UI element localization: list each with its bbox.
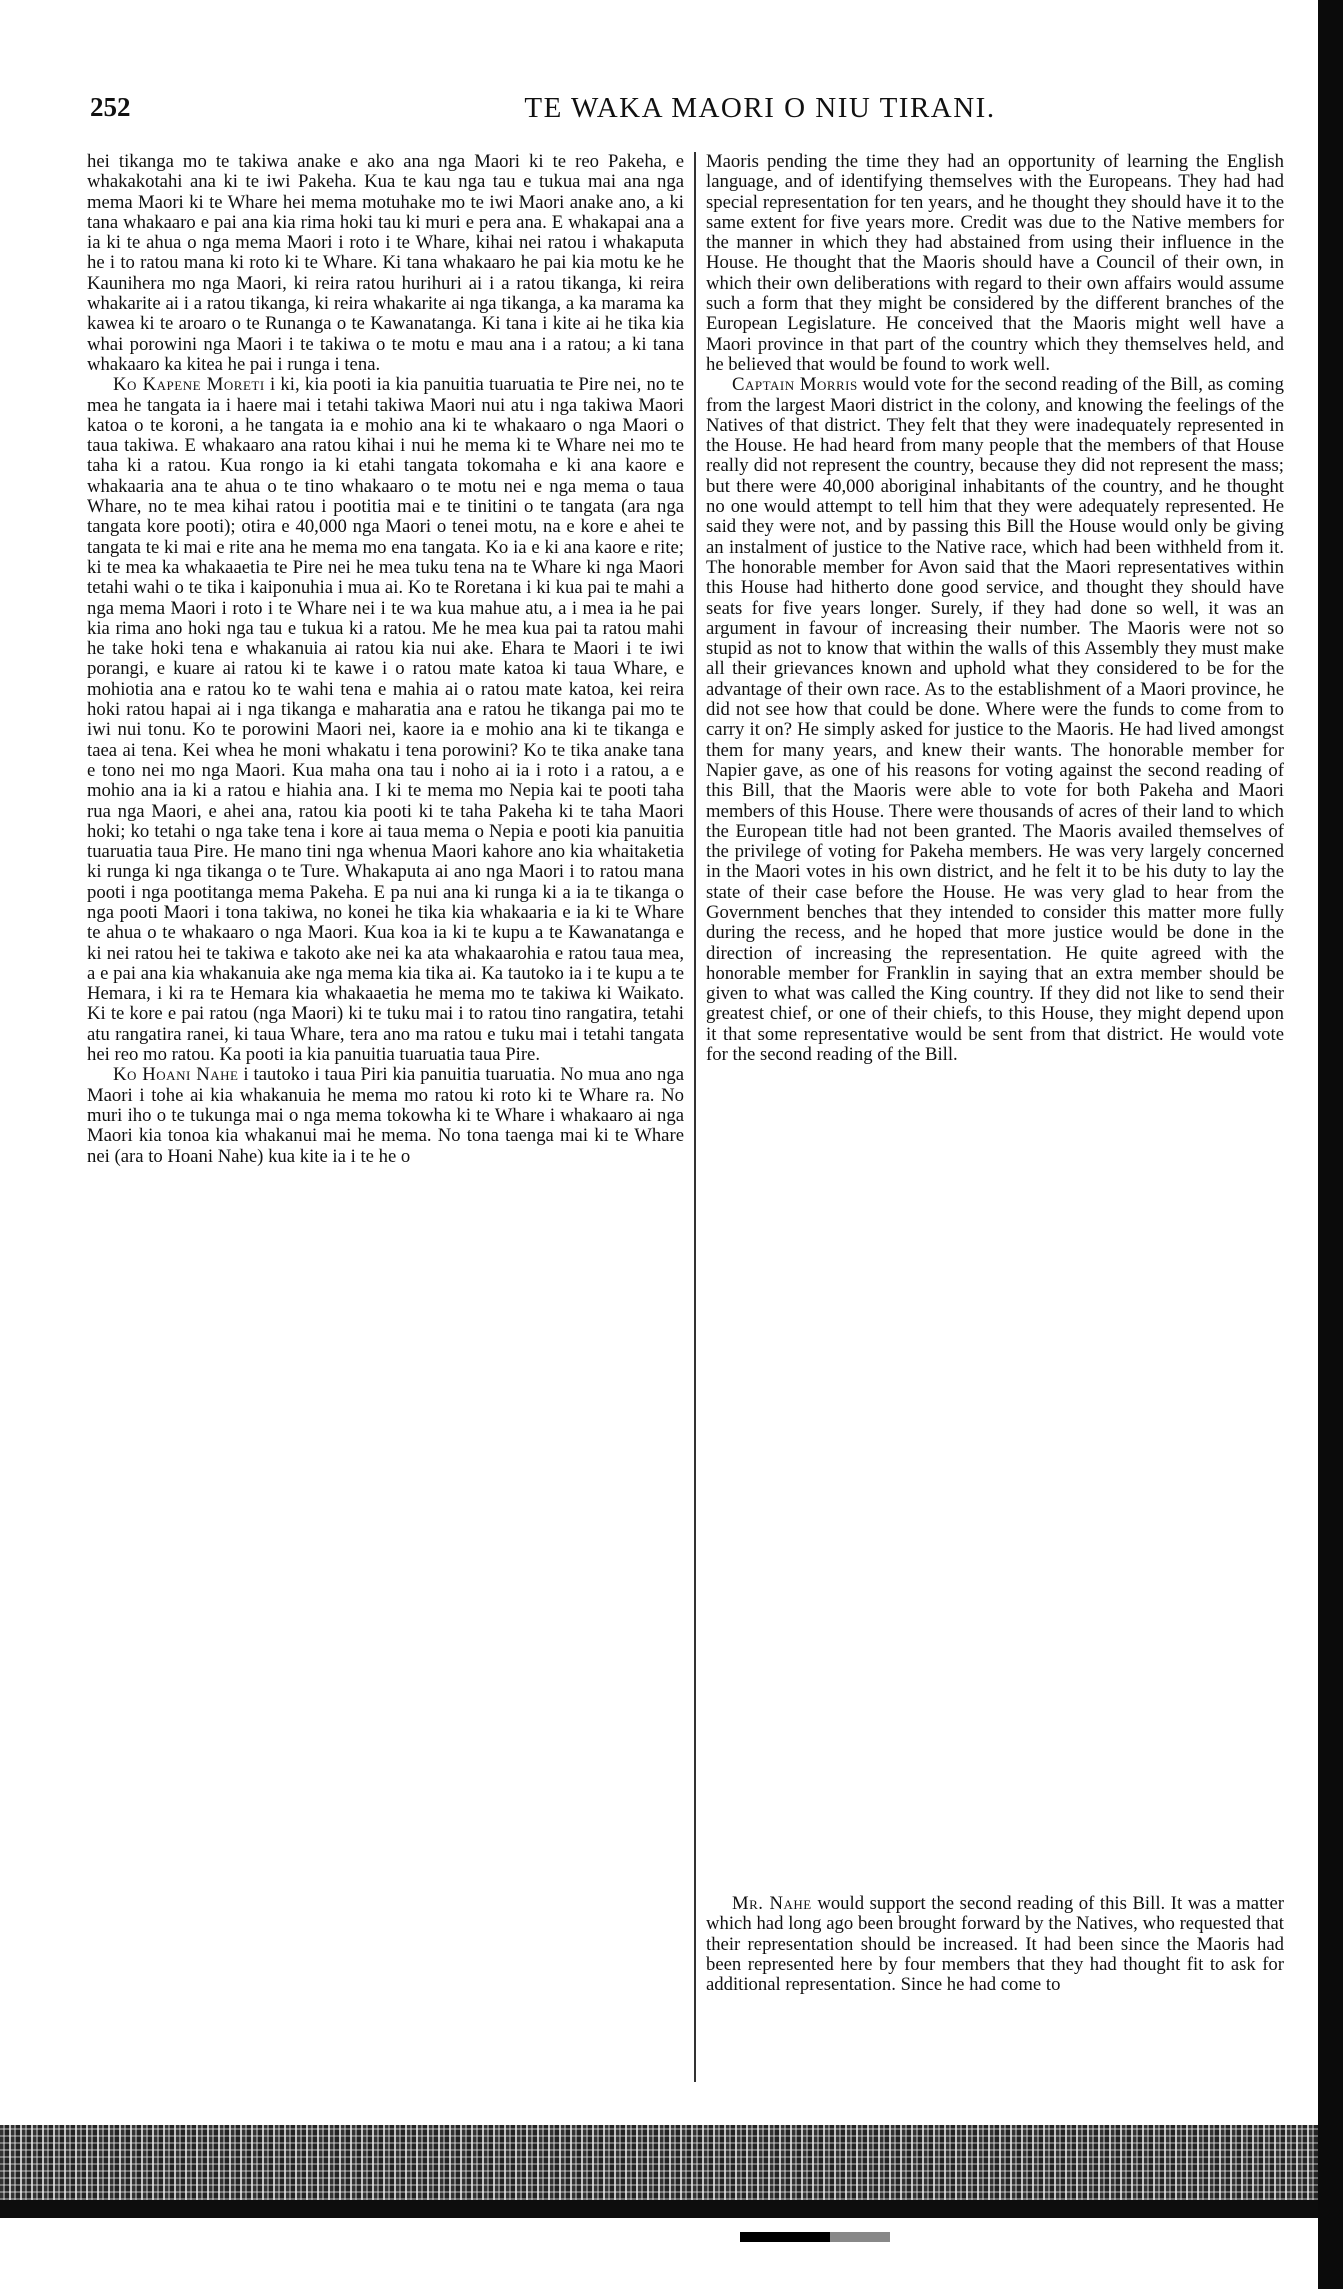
speaker-name: Ko Kapene Moreti <box>113 374 265 396</box>
paragraph-text: i ki, kia pooti ia kia panuitia tuaruatia te Pire nei, no te mea he tangata ia i haere mai i tetahi takiwa Maori nui atu i nga takiwa Maori katoa o te koroni, a he tangata ia e mohio ana ki te whakaaro o nga Maori o taua takiwa. E whakaaro ana ratou kihai i nui he mema ki te Whare nei mo te taha ki a ratou. Kua rongo ia ki etahi tangata tokomaha e ki ana kaore e whakaaria ana te ahua o te tino whakaaro o te motu nei e nga mema o taua Whare, no te mea kihai ratou i pootitia mai e te tinitini o te tangata (ara nga tangata kore pooti); otira e 40,000 nga Maori o tenei motu, na e kore e ahei te tangata te ki mai e rite ana he mema mo ena tangata. Ko ia e ki ana kaore e rite; ki te mea ka whakaaetia te Pire nei he mea tuku tena na te Whare ki nga Maori tetahi wahi o te tika i kaiponuhia i mua ai. Ko te Roretana i ki kua pai te mahi a nga mema Maori i roto i te Whare nei i te wa kua mahue atu, a i mea ia he pai kia rima ano hoki nga tau e tukua ki a ratou. Me he mea kua pai ta ratou mahi he take hoki tena e whakanuia ai ratou kia nui ake. Ehara te Maori i te iwi porangi, e kuare ai ratou ki te kawe i o ratou mate katoa ki taua Whare, e mohiotia ana e ratou ko te wahi tena e mahia ai o ratou mate katoa, kei reira hoki ratou hapai ai i nga tikanga e maharatia ana e ratou he tikanga pai mo te iwi nui tonu. Ko te porowini Maori nei, kaore ia e mohio ana ki te tikanga e taea ai tena. Kei whea he moni whakatu i tena porowini? Ko te tika anake tana e tono nei mo nga Maori. Kua maha ona tau i noho ai ia i roto i a ratou, a e mohio ana ia ki a ratou e hiahia ana. I ki te mema mo Nepia kai te pooti taha rua nga Maori, e ahei ana, ratou kia pooti ki te taha Pakeha ki te taha Maori hoki; ko tetahi o nga take tena i kore ai taua mema o Nepia e pooti kia panuitia tuaruatia taua Pire. He mano tini nga whenua Maori kahore ano kia whaitaketia ki runga ki nga tikanga o te Ture. Whakaputa ai ano nga Maori i to ratou mana pooti i nga pootitanga mema Pakeha. E pa nui ana ki runga ki a ia te tikanga o nga pooti Maori i tona takiwa, no konei he tika kia whakaaria e ia ki te Whare te ahua o te whakaaro o nga Maori. Kua koa ia ki te kupu a te Kawanatanga e ki nei ratou hei te takiwa e takoto ake nei ka ata whakaarohia e ratou taua mea, a e pai ana kia whakanuia ake nga mema kia tika ai. Ka tautoko ia i te kupu a te Hemara, i ki ra te Hemara kia whakaaetia he mema mo te takiwa ki Waikato. Ki te kore e pai ratou (nga Maori) ki te tuku mai i to ratou tino rangatira, tetahi atu rangatira ranei, ki taua Whare, tera ano ma ratou e tuku mai i tetahi tangata hei reo mo ratou. Ka pooti ia kia panuitia tuaruatia taua Pire. <box>87 374 685 1066</box>
running-title: TE WAKA MAORI O NIU TIRANI. <box>524 92 996 124</box>
paragraph-text: would support the second reading of this Bill. It was a matter which had long ago been brought forward by the Natives, who requested that their representation should be increased. It had been since the Maoris had been represented here by four members that they had thought fit to ask for additional representation. Since he had come to <box>706 1893 1284 1996</box>
page-header <box>90 92 1280 132</box>
right-paragraph-1: Maoris pending the time they had an opportunity of learning the English language, and of identifying themselves with the Europeans. They had had special representation for ten years, and he thought they should have it to the same extent for five years more. Credit was due to the Native members for the manner in which they had abstained from using their influence in the House. He thought that the Maoris should have a Council of their own, in which their own deliberations with regard to their own affairs would assume such a form that they might be considered by the different branches of the European Legislature. He conceived that the Maoris might well have a Maori province in that part of the country which they themselves held, and he believed that would be found to work well. <box>706 151 1284 375</box>
right-paragraph-2 <box>706 375 1284 1065</box>
speaker-name: Ko Hoani Nahe <box>113 1064 239 1086</box>
scan-right-edge <box>1318 0 1343 2289</box>
scan-bottom-mark <box>740 2232 890 2242</box>
speaker-name: Mr. Nahe <box>732 1893 812 1914</box>
paragraph-text: would vote for the second reading of the Bill, as coming from the largest Maori district in the colony, and knowing the feelings of the Natives of that district. They felt that they were inadequately represented in the House. He had heard from many people that the members of that House really did not represent the country, because they did not represent the mass; but there were 40,000 aboriginal inhabitants of the country, and he thought no one would attempt to tell him that they were adequately represented. He said they were not, and by passing this Bill the House would only be giving an instalment of justice to the Native race, which had been withheld from it. The honorable member for Avon said that the Maori representatives within this House had hitherto done good service, and thought they should have seats for five years longer. Surely, if they had done so well, it was an argument in favour of increasing their number. The Maoris were not so stupid as not to know that within the walls of this Assembly they must make all their grievances known and uphold what they considered to be for the advantage of their own race. As to the establishment of a Maori province, he did not see how that could be done. Where were the funds to come from to carry it on? He simply asked for justice to the Maoris. He had lived amongst them for many years, and knew their wants. The honorable member for Napier gave, as one of his reasons for voting against the second reading of this Bill, that the Maoris were able to vote for both Pakeha and Maori members of this House. There were thousands of acres of their land to which the European title had not been granted. The Maoris availed themselves of the privilege of voting for Pakeha members. He was very largely concerned in the Maori votes in his own district, and he felt it to be his duty to lay the state of their case before the House. He was very glad to hear from the Government benches that they intended to consider this matter more fully during the recess, and he hoped that more justice would be done in the direction of increasing the representation. He quite agreed with the honorable member for Franklin in saying that an extra member should be given to what was called the King country. If they did not like to send their greatest chief, or one of their chiefs, to this House, they might depend upon it that some representative would be sent from that district. He would vote for the second reading of the Bill. <box>706 374 1284 1066</box>
right-column-lower <box>706 1894 1284 2084</box>
paragraph-text: i tautoko i taua Piri kia panuitia tuaruatia. No mua ano nga Maori i tohe ai kia whakanuia he mema mo ratou ki roto ki te Whare ra. No muri iho o te tukunga mai o nga mema tokowha ki te Whare i whakaaro ai nga Maori kia tonoa kia whakanui mai he mema. No tona taenga mai ki te Whare nei (ara to Hoani Nahe) kua kite ia i te he o <box>87 1064 684 1167</box>
scan-bottom-strip <box>0 2200 1318 2218</box>
left-paragraph-2 <box>87 375 684 1065</box>
right-paragraph-3 <box>706 1894 1284 1995</box>
speaker-name: Captain Morris <box>732 374 858 396</box>
left-paragraph-3 <box>87 1065 684 1166</box>
right-column-english-text <box>706 152 1284 1897</box>
left-column-maori-text <box>87 152 684 1897</box>
scan-noise-band <box>0 2125 1318 2200</box>
page-number: 252 <box>90 92 131 122</box>
left-paragraph-1: hei tikanga mo te takiwa anake e ako ana nga Maori ki te reo Pakeha, e whakakotahi ana ki te iwi Pakeha. Kua te kau nga tau e tukua mai ana nga mema Maori ki te Whare hei mema motuhake mo te iwi Maori anake ano, a ki tana whakaaro e pai ana kia rima hoki tau ki muri e pera ana. E whakapai ana a ia ki te ahua o nga mema Maori i roto i te Whare, kihai nei ratou i whakaputa he i to ratou mana ki roto ki te Whare. Ki tana whakaaro he pai kia motu ke he Kaunihera mo nga Maori, ki reira ratou hurihuri ai i a ratou tikanga, ki reira whakarite ai i a ratou tikanga, ki reira whakarite ai nga tikanga, a ka marama ka kawea ki te aroaro o te Runanga o te Kawanatanga. Ki tana i kite ai he tika kia whai porowini nga Maori i te takiwa o te motu e mau ana i a ratou; a ki tana whakaaro ka kitea he pai i runga i tena. <box>87 151 684 375</box>
column-divider <box>694 152 696 2082</box>
